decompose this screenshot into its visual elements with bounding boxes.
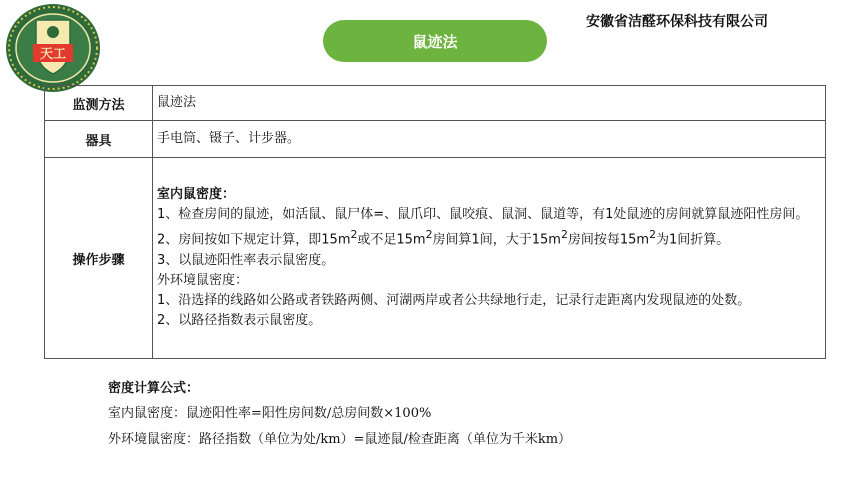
row-content-tools: 手电筒、镊子、计步器。 [153, 121, 826, 158]
step2-part-d: 房间按每15m [567, 232, 650, 248]
row-label-tools: 器具 [45, 121, 153, 158]
formula-indoor: 室内鼠密度：鼠迹阳性率=阳性房间数/总房间数×100% [108, 406, 432, 421]
table-row [45, 158, 826, 359]
row-label-method: 监测方法 [45, 86, 153, 121]
company-name: 安徽省洁醛环保科技有限公司 [586, 14, 768, 30]
outdoor-step-1: 1、沿选择的线路如公路或者铁路两侧、河湖两岸或者公共绿地行走，记录行走距离内发现鼠迹的处数。 [157, 292, 751, 308]
company-logo [4, 2, 102, 94]
page-title: 鼠迹法 [323, 20, 547, 62]
superscript: 2 [350, 228, 358, 242]
row-content-steps [153, 158, 826, 359]
step2-part-c: 房间算1间，大于15m [432, 232, 561, 248]
formula-outdoor: 外环境鼠密度：路径指数（单位为处/km）=鼠迹鼠/检查距离（单位为千米km） [108, 432, 572, 447]
indoor-step-1: 1、检查房间的鼠迹，如活鼠、鼠尸体=、鼠爪印、鼠咬痕、鼠洞、鼠道等，有1处鼠迹的房间就算鼠迹阳性房间。 [157, 207, 809, 223]
method-table [44, 85, 826, 359]
step2-part-b: 或不足15m [357, 232, 426, 248]
indoor-step-3: 3、以鼠迹阳性率表示鼠密度。 [157, 252, 335, 268]
table-row [45, 121, 826, 158]
logo-text: 天工 [39, 47, 67, 62]
outdoor-heading: 外环境鼠密度： [157, 272, 249, 288]
row-label-steps: 操作步骤 [45, 158, 153, 359]
formula-section [108, 377, 571, 456]
superscript: 2 [425, 228, 433, 242]
indoor-step-2 [157, 225, 823, 250]
step2-part-a: 2、房间按如下规定计算，即15m [157, 232, 351, 248]
indoor-heading: 室内鼠密度： [157, 187, 236, 203]
row-content-method: 鼠迹法 [153, 86, 826, 121]
table-row [45, 86, 826, 121]
superscript: 2 [560, 228, 568, 242]
formula-title: 密度计算公式： [108, 381, 200, 396]
step2-part-e: 为1间折算。 [655, 232, 730, 248]
superscript: 2 [649, 228, 656, 242]
outdoor-step-2: 2、以路径指数表示鼠密度。 [157, 312, 322, 328]
